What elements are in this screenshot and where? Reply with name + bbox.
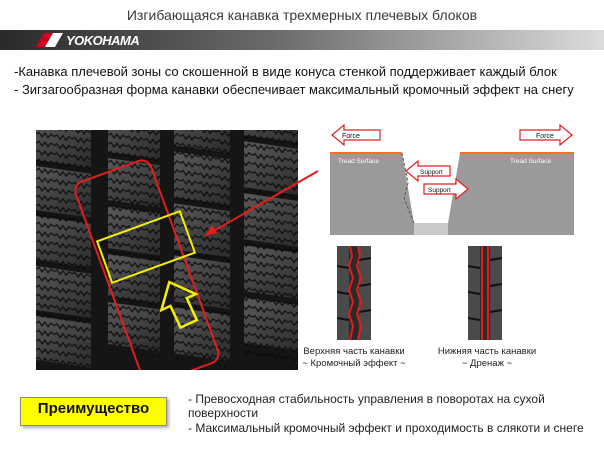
slide-title: Изгибающаяся канавка трехмерных плечевых блоков (126, 7, 478, 23)
upper-groove-image (337, 246, 371, 340)
lower-caption-line2: ~ Дренаж ~ (461, 358, 513, 369)
support-top-label: Support (420, 169, 443, 176)
tread-right-label: Tread Surface (510, 158, 551, 165)
advantage-list (188, 392, 588, 436)
bullet-2: - Зигзагообразная форма канавки обеспечивает максимальный кромочный эффект на снегу (14, 82, 574, 97)
upper-caption-line2: ~ Кромочный эффект ~ (302, 358, 406, 369)
advantage-item-2: - Максимальный кромочный эффект и проходимость в слякоти и снеге (188, 421, 584, 435)
advantage-label: Преимущество (37, 400, 150, 417)
upper-caption (298, 346, 410, 370)
force-left-label: Force (342, 133, 360, 140)
advantage-item-1: - Превосходная стабильность управления в поворотах на сухой поверхности (188, 392, 545, 420)
upper-caption-line1: Верхняя часть канавки (303, 346, 405, 357)
force-right-label: Force (536, 133, 554, 140)
tread-left-label: Tread Surface (338, 158, 379, 165)
groove-cross-section (330, 123, 574, 235)
lower-caption (430, 346, 544, 370)
brand-name: YOKOHAMA (66, 32, 140, 48)
lower-groove-image (468, 246, 502, 340)
lower-caption-line1: Нижняя часть канавки (437, 346, 537, 357)
support-bottom-label: Support (428, 187, 451, 194)
bullet-1: -Канавка плечевой зоны со скошенной в виде конуса стенкой поддерживает каждый блок (14, 64, 557, 79)
